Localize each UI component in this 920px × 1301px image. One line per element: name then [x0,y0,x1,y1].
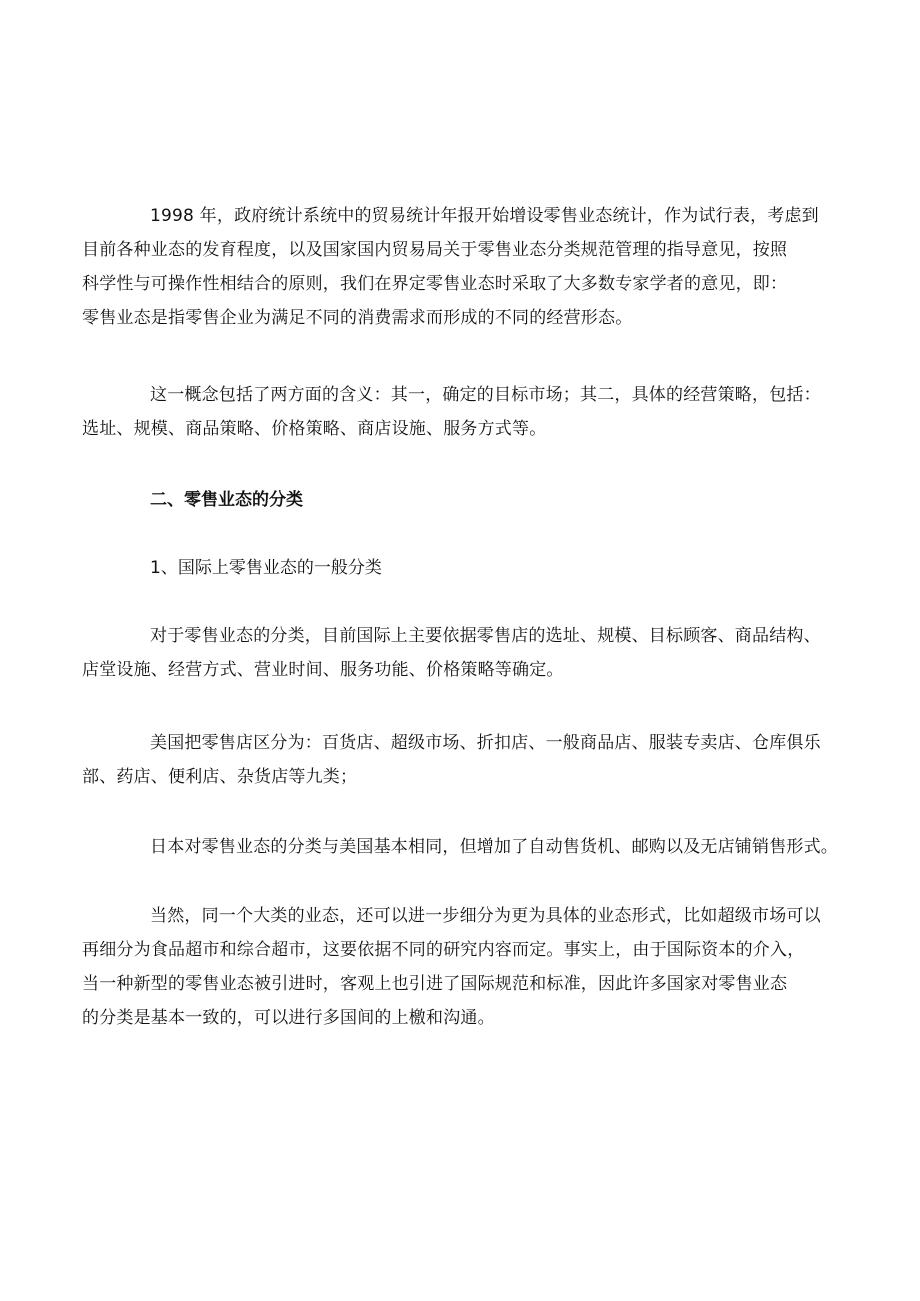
section-heading: 二、零售业态的分类 [150,490,303,510]
paragraph-japan-classification [116,830,838,864]
paragraph-definition [82,199,826,335]
paragraph-classification-basis [82,619,826,687]
paragraph-line: 店堂设施、经营方式、营业时间、服务功能、价格策略等确定。 [82,660,564,680]
paragraph-line: 这一概念包括了两方面的含义：其一，确定的目标市场；其二，具体的经营策略，包括： [150,385,821,405]
paragraph-concept-meaning [82,378,826,446]
paragraph-line: 再细分为食品超市和综合超市，这要依据不同的研究内容而定。事实上，由于国际资本的介入， [82,940,805,960]
paragraph-line: 的分类是基本一致的，可以进行多国间的上檄和沟通。 [82,1008,495,1028]
subsection-heading: 1、国际上零售业态的一般分类 [150,558,382,578]
paragraph-line: 科学性与可操作性相结合的原则，我们在界定零售业态时采取了大多数专家学者的意见，即： [82,274,788,294]
paragraph-line: 美国把零售店区分为：百货店、超级市场、折扣店、一般商品店、服装专卖店、仓库俱乐 [150,733,821,753]
paragraph-line: 日本对零售业态的分类与美国基本相同，但增加了自动售货机、邮购以及无店铺销售形式。 [150,837,838,857]
paragraph-line: 1998 年，政府统计系统中的贸易统计年报开始增设零售业态统计，作为试行表，考虑到 [150,206,819,226]
paragraph-line: 目前各种业态的发育程度，以及国家国内贸易局关于零售业态分类规范管理的指导意见，按照 [82,240,788,260]
paragraph-line: 零售业态是指零售企业为满足不同的消费需求而形成的不同的经营形态。 [82,308,633,328]
paragraph-subdivision [82,899,826,1035]
paragraph-line: 选址、规模、商品策略、价格策略、商店设施、服务方式等。 [82,419,547,439]
paragraph-line: 部、药店、便利店、杂货店等九类； [82,767,358,787]
paragraph-line: 当然，同一个大类的业态，还可以进一步细分为更为具体的业态形式，比如超级市场可以 [150,906,821,926]
paragraph-line: 对于零售业态的分类，目前国际上主要依据零售店的选址、规模、目标顾客、商品结构、 [150,626,821,646]
paragraph-line: 当一种新型的零售业态被引进时，客观上也引进了国际规范和标准，因此许多国家对零售业态 [82,974,788,994]
paragraph-usa-classification [82,726,826,794]
